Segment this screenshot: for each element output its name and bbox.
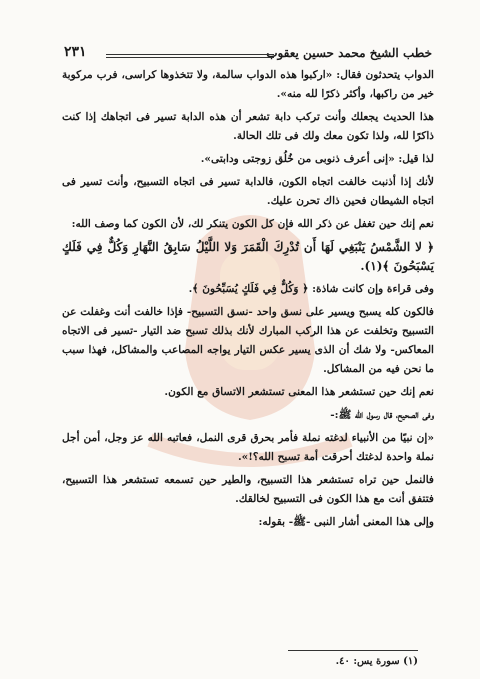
footnote-rule — [288, 650, 418, 651]
paragraph: لأنك إذا أذنبت خالفت اتجاه الكون، فالدابة تسير فى اتجاه التسبيح، وأنت تسير فى اتجاه الشيطان فحين ذاك تحرن عليك. — [62, 176, 434, 207]
paragraph: نعم إنك حين تغفل عن ذكر الله فإن كل الكون يتنكر لك، لأن الكون كما وصف الله: — [71, 218, 434, 230]
paragraph: وفى الصحيح، قال رسول الله ﷺ:- — [330, 409, 434, 421]
page-header — [64, 44, 432, 64]
body-text — [62, 66, 434, 536]
running-title: خطب الشيخ محمد حسين يعقوب — [266, 46, 432, 60]
paragraph: وإلى هذا المعنى أشار النبى -ﷺ- بقوله: — [258, 516, 434, 528]
page-number: ٢٣١ — [64, 44, 87, 60]
paragraph: الدواب يتحدثون فقال: «اركبوا هذه الدواب سالمة، ولا تتخذوها كراسى، فرب مركوبة خير من راكبها، وأكثر ذكرًا لله منه». — [62, 69, 434, 100]
paragraph: هذا الحديث يجعلك وأنت تركب دابة تشعر أن هذه الدابة تسير فى اتجاهك إذا كنت ذاكرًا لله، ولذا تكون معك ولك فى تلك الحالة. — [62, 111, 434, 142]
paragraph: فالكون كله يسبح ويسير على نسق واحد -نسق التسبيح- فإذا خالفت أنت وغفلت عن التسبيح وتخلفت عن هذا الركب المبارك لأنك بذلك تسبح ضد التيار -تسير فى الاتجاه المعاكس- ولا شك أن الذى يسير عكس التيار يواجه المصاعب والمشاكل، فهذا سبب ما نحن فيه من المشاكل. — [62, 306, 434, 375]
hadith-quote: «إن نبيًا من الأنبياء لدغته نملة فأمر بحرق قرى النمل، فعاتبه الله عز وجل، أمن أجل نملة واحدة لدغتك أحرقت أمة تسبح الله؟!». — [62, 432, 434, 463]
paragraph: نعم إنك حين تستشعر هذا المعنى تستشعر الاتساق مع الكون. — [164, 386, 434, 398]
footnote: (١) سورة يس: ٤٠. — [335, 656, 418, 667]
paragraph: لذا قيل: «إنى أعرف ذنوبى من خُلُق زوجتى ودابتى». — [200, 153, 434, 165]
header-rule — [106, 54, 274, 58]
paragraph: وفى قراءة وإن كانت شاذة: ﴿ وَكُلٌّ فِي فَلَكٍ يُسَبِّحُونَ ﴾. — [188, 283, 434, 295]
paragraph: فالنمل حين تراه تستشعر هذا التسبيح، والطير حين تسمعه تستشعر هذا التسبيح، فتتفق أنت مع هذا الكون فى التسبيح لخالقك. — [62, 474, 434, 505]
quran-verse: ﴿ لا الشَّمْسُ يَنْبَغِي لَهَا أَن تُدْرِكَ الْقَمَرَ وَلا اللَّيْلُ سَابِقُ النَّهَارِ وَكُلٌّ فِي فَلَكٍ يَسْبَحُونَ ﴾(١). — [62, 240, 434, 273]
